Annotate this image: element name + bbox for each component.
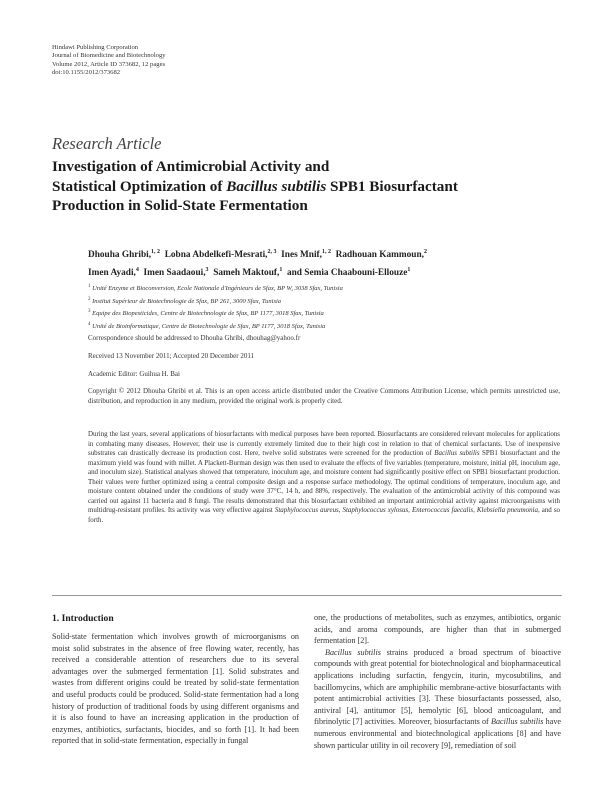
species-name: Bacillus subtilis: [226, 177, 327, 195]
paragraph: one, the productions of metabolites, such as enzymes, antibiotics, organic acids, and aroma compounds, are higher than that in submerged fermentation [2].: [314, 613, 561, 646]
author-list: [88, 245, 558, 280]
affiliation: $^1$ Unité Enzyme et Bioconversion, Ecole Nationale d'Ingénieurs de Sfax, BP W, 3038 Sfax, Tunisia: [88, 284, 343, 293]
author: and Semia Chaabouni-Ellouze$^1$: [286, 266, 411, 278]
doi: doi:10.1155/2012/373682: [52, 69, 121, 77]
academic-editor: Academic Editor: Guihua H. Bai: [88, 370, 180, 378]
author: Radhouan Kammoun,$^2$: [335, 249, 427, 261]
title-line-1: Investigation of Antimicrobial Activity and: [52, 158, 330, 175]
journal-name: Journal of Biomedicine and Biotechnology: [52, 52, 166, 60]
author: Imen Saadaoui,$^3$: [143, 266, 209, 278]
divider: [52, 595, 562, 596]
volume-info: Volume 2012, Article ID 373682, 12 pages: [52, 60, 166, 68]
correspondence-line: Correspondence should be addressed to Dhouha Ghribi, dhouhag@yahoo.fr: [88, 334, 301, 342]
copyright-notice: Copyright © 2012 Dhouha Ghribi et al. This is an open access article distributed under the Creative Commons Attribution License, which permits unrestricted use, distribution, and reproduction in any medium, provided the original work is properly cited.: [88, 387, 560, 405]
paragraph: Solid-state fermentation which involves growth of microorganisms on moist solid substrates in the absence of free flowing water, recently, has received a considerable attention of researchers due to its several advantages over the submerged fermentation [1]. Solid substrates and wastes from different origins could be treated by solid-state fermentation and useful products could be produced. Solid-state fermentation had a long history of production of traditional foods by using different organisms and it is also found to have an increasing application in the production of enzymes, antibiotics, surfactants, biocides, and so forth [1]. It had been reported that in solid-state fermentation, especially in fungal: [52, 632, 299, 746]
affiliation: $^3$ Equipe des Biopesticides, Centre de Biotechnologie de Sfax, BP 1177, 3018 Sfax, Tunisia: [88, 309, 324, 318]
author: Dhouha Ghribi,$^{1, 2}$: [88, 249, 161, 261]
section-heading: 1. Introduction: [52, 613, 114, 624]
abstract: During the last years, several applications of biosurfactants with medical purposes have been reported. Biosurfactants are considered relevant molecules for applications in combating many diseases. However, their use is currently extremely limited due to their high cost in relation to that of chemical surfactants. Use of inexpensive substrates can drastically decrease its production cost. Here, twelve solid substrates were screened for the production of Bacillus subtilis SPB1 biosurfactant and the maximum yield was found with millet. A Plackett-Burman design was then used to evaluate the effects of five variables (temperature, moisture, initial pH, inoculum age, and inoculum size). Statistical analyses showed that temperature, inoculum age, and moisture content had significantly positive effect on SPB1 biosurfactant production. Their values were further optimized using a central composite design and a response surface methodology. The optimal conditions of temperature, inoculum age, and moisture content obtained under the conditions of study were 37°C, 14 h, and 88%, respectively. The evaluation of the antimicrobial activity of this compound was carried out against 11 bacteria and 8 fungi. The results demonstrated that this biosurfactant exhibited an important antimicrobial activity against microorganisms with multidrug-resistant profiles. Its activity was very effective against Staphylococcus aureus, Staphylococcus xylosus, Enterococcus faecalis, Klebsiella pneumonia, and so forth.: [88, 430, 561, 524]
author: Lobna Abdelkefi-Mesrati,$^{2, 3}$: [164, 249, 277, 261]
affiliation: $^2$ Institut Supérieur de Biotechnologie de Sfax, BP 261, 3000 Sfax, Tunisia: [88, 296, 282, 305]
affiliation-list: [88, 282, 558, 333]
publisher-name: Hindawi Publishing Corporation: [52, 44, 139, 51]
received-dates: Received 13 November 2011; Accepted 20 December 2011: [88, 352, 255, 360]
title-line-3: Production in Solid-State Fermentation: [52, 197, 308, 214]
body-column-left: [52, 631, 299, 747]
author: Imen Ayadi,$^4$: [88, 266, 139, 278]
paper-title: [52, 157, 572, 216]
body-column-right: [314, 612, 561, 751]
paragraph: Bacillus subtilis strains produced a broad spectrum of bioactive compounds with great potential for biotechnological and biopharmaceutical applications including surfactin, fengycin, iturin, mycosubtilins, and bacillomycins, which are amphiphilic membrane-active biosurfactants with potent antimicrobial activities [3]. These biosurfactants possessed, also, antiviral [4], antitumor [5], hemolytic [6], blood anticoagulant, and fibrinolytic [7] activities. Moreover, biosurfactants of Bacillus subtilis have numerous environmental and biotechnological applications [8] and have shown particular utility in oil recovery [9], remediation of soil: [314, 647, 562, 750]
article-type: Research Article: [52, 134, 162, 153]
affiliation: $^4$ Unité de Bioinformatique, Centre de Biotechnologie de Sfax, BP 1177, 3018 Sfax, Tunisia: [88, 321, 326, 331]
author: Sameh Maktouf,$^1$: [213, 266, 283, 278]
title-line-2: Statistical Optimization of Bacillus subtilis SPB1 Biosurfactant: [52, 177, 458, 195]
author: Ines Mnif,$^{1, 2}$: [281, 249, 331, 261]
journal-header: [52, 44, 166, 78]
